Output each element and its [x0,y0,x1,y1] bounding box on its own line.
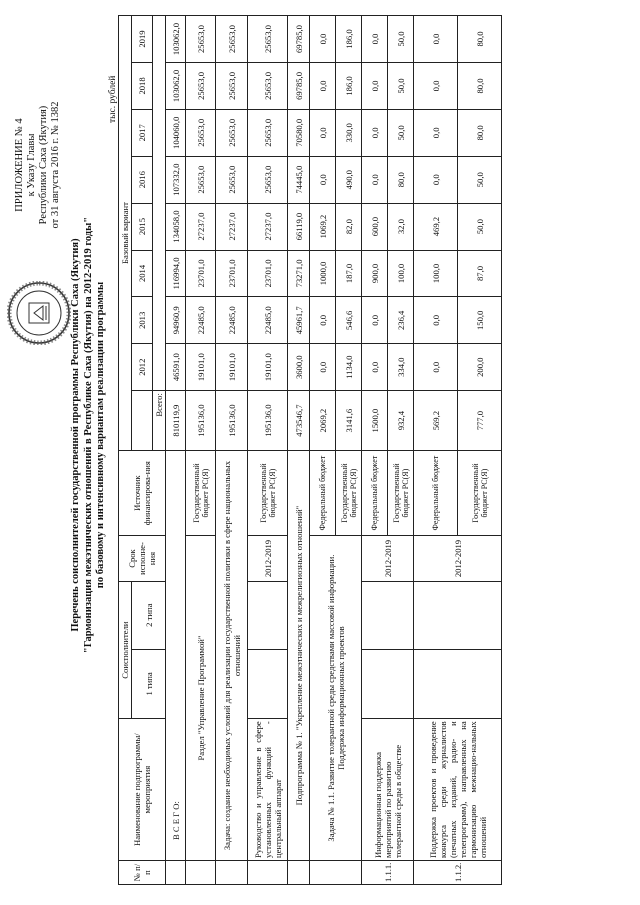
value-cell: 900,0 [362,250,388,297]
header-year-2017: 2017 [132,109,153,156]
header-year-2013: 2013 [132,297,153,344]
value-cell: 195136,0 [248,391,288,451]
value-cell: 330,0 [336,109,362,156]
value-cell: 473546,7 [288,391,310,451]
header-name: Наименование подпрограммы/мероприятия [119,719,166,861]
value-cell: 3600,0 [288,344,310,391]
value-cell: 23701,0 [216,250,248,297]
value-cell: 1069,2 [310,203,336,250]
value-cell: 2069,2 [310,391,336,451]
value-cell: 0,0 [362,344,388,391]
value-cell: 27237,0 [216,203,248,250]
value-cell: 134058,0 [166,203,186,250]
value-cell: 94960,9 [166,297,186,344]
row-1-1-1-federal [362,16,388,885]
value-cell: 22485,0 [216,297,248,344]
value-cell: 490,0 [336,156,362,203]
row-management-source: Государственный бюджет РС(Я) [248,451,288,536]
value-cell: 1500,0 [362,391,388,451]
value-cell: 25653,0 [216,109,248,156]
title-line-1: Перечень соисполнителей государственной программы Республики Саха (Якутия) [70,238,81,632]
value-cell: 25653,0 [248,63,288,110]
value-cell: 0,0 [362,156,388,203]
value-cell: 66119,0 [288,203,310,250]
annex-number: ПРИЛОЖЕНИЕ № 4 [14,118,25,212]
value-cell: 200,0 [458,344,502,391]
value-cell: 25653,0 [186,109,216,156]
value-cell: 107332,0 [166,156,186,203]
value-cell: 50,0 [458,156,502,203]
header-coexecutors: Соисполнители [119,581,132,718]
value-cell: 0,0 [362,297,388,344]
value-cell: 103062,0 [166,63,186,110]
value-cell: 50,0 [388,63,414,110]
value-cell: 0,0 [310,344,336,391]
value-cell: 19101,0 [186,344,216,391]
document-title [70,115,108,755]
row-section-name: Раздел "Управление Программой" [186,536,216,861]
value-cell: 0,0 [362,63,388,110]
source-cell: Государственный бюджет РС(Я) [388,451,414,536]
source-cell: Федеральный бюджет [362,451,388,536]
value-cell: 73271,0 [288,250,310,297]
header-year-2016: 2016 [132,156,153,203]
value-cell: 50,0 [458,203,502,250]
value-cell: 25653,0 [248,109,288,156]
row-section-source: Государственный бюджет РС(Я) [186,451,216,536]
value-cell: 25653,0 [248,156,288,203]
value-cell: 27237,0 [186,203,216,250]
value-cell: 45961,7 [288,297,310,344]
value-cell: 0,0 [362,16,388,63]
source-cell: Государственный бюджет РС(Я) [458,451,502,536]
value-cell: 70580,0 [288,109,310,156]
value-cell: 0,0 [310,109,336,156]
row-management-term: 2012-2019 [248,536,288,582]
source-cell: Государственный бюджет РС(Я) [336,451,362,536]
value-cell: 25653,0 [186,156,216,203]
value-cell: 0,0 [362,109,388,156]
value-cell: 0,0 [414,156,458,203]
header-year-2014: 2014 [132,250,153,297]
header-year-2015: 2015 [132,203,153,250]
row-1-1-2-federal [414,16,458,885]
value-cell: 80,0 [458,109,502,156]
row-task-1-1-federal [310,16,336,885]
annex-block [14,65,62,265]
value-cell: 116994,0 [166,250,186,297]
header-row-1 [119,16,132,885]
value-cell: 932,4 [388,391,414,451]
value-cell: 0,0 [414,16,458,63]
header-total: Всего: [153,391,166,451]
row-task-1-1-name: Задача № 1.1. Развитие толерантной среды средствами массовой информации. Поддержка информационных проектов [310,536,362,861]
value-cell: 0,0 [414,297,458,344]
value-cell: 50,0 [388,109,414,156]
header-num: № п/п [119,861,166,885]
value-cell: 3141,6 [336,391,362,451]
value-cell: 19101,0 [248,344,288,391]
value-cell: 195136,0 [186,391,216,451]
value-cell: 0,0 [310,16,336,63]
value-cell: 103062,0 [166,16,186,63]
value-cell: 25653,0 [216,16,248,63]
header-year-2012: 2012 [132,344,153,391]
row-management [248,16,288,885]
row-task [216,16,248,885]
header-source: Источник финансирова-ния [119,451,166,536]
header-type-2: 2 типа [132,581,166,649]
value-cell: 1134,0 [336,344,362,391]
value-cell: 0,0 [310,63,336,110]
value-cell: 0,0 [414,344,458,391]
value-cell: 23701,0 [186,250,216,297]
value-cell: 186,0 [336,63,362,110]
value-cell: 25653,0 [216,156,248,203]
row-1-1-2-term: 2012-2019 [414,536,502,582]
value-cell: 69785,0 [288,16,310,63]
annex-date: от 31 августа 2016 г. № 1382 [50,101,61,229]
row-total-name: В С Е Г О: [166,451,186,861]
annex-decree: к Указу Главы [26,133,37,197]
coexecutors-table [118,15,502,885]
row-1-1-1-term: 2012-2019 [362,536,414,582]
annex-republic: Республики Саха (Якутия) [38,105,49,225]
value-cell: 100,0 [414,250,458,297]
value-cell: 22485,0 [248,297,288,344]
row-management-name: Руководство и управление в сфере установленных функций - центральный аппарат [248,719,288,861]
value-cell: 25653,0 [216,63,248,110]
value-cell: 80,0 [458,63,502,110]
value-cell: 104060,0 [166,109,186,156]
value-cell: 87,0 [458,250,502,297]
value-cell: 186,0 [336,16,362,63]
value-cell: 236,4 [388,297,414,344]
value-cell: 546,6 [336,297,362,344]
header-year-2018: 2018 [132,63,153,110]
value-cell: 23701,0 [248,250,288,297]
title-line-3: по базовому и интенсивному вариантам реализации программы [95,281,106,589]
row-total [166,16,186,885]
value-cell: 1000,0 [310,250,336,297]
row-1-1-2-name: Поддержка проектов и проведение конкурса среди журналистов (печатных изданий, радио- и телепрограмм), направленных на гармонизацию межнацио-нальных отношений [414,719,502,861]
header-term: Срок исполне-ния [119,536,166,582]
row-subprogram-1-name: Подпрограмма № 1. "Укрепление межэтнических и межрелигиозных отношений" [288,451,310,861]
value-cell: 195136,0 [216,391,248,451]
value-cell: 810119,9 [166,391,186,451]
row-1-1-2-num: 1.1.2. [414,861,502,885]
value-cell: 469,2 [414,203,458,250]
value-cell: 150,0 [458,297,502,344]
row-task-name: Задача: создание необходимых условий для реализации государственной политики в сфере национальных отношений [216,451,248,861]
row-subprogram-1 [288,16,310,885]
value-cell: 80,0 [388,156,414,203]
value-cell: 69785,0 [288,63,310,110]
value-cell: 0,0 [310,297,336,344]
value-cell: 25653,0 [186,63,216,110]
value-cell: 46591,0 [166,344,186,391]
units-label: тыс. рублей [108,75,118,123]
value-cell: 0,0 [414,63,458,110]
header-year-2019: 2019 [132,16,153,63]
value-cell: 187,0 [336,250,362,297]
value-cell: 80,0 [458,16,502,63]
value-cell: 74445,0 [288,156,310,203]
header-base-variant: Базовый вариант [119,16,132,451]
title-line-2: "Гармонизация межэтнических отношений в Республике Саха (Якутия) на 2012-2019 годы" [82,216,94,654]
value-cell: 334,0 [388,344,414,391]
value-cell: 569,2 [414,391,458,451]
value-cell: 100,0 [388,250,414,297]
source-cell: Федеральный бюджет [310,451,336,536]
value-cell: 25653,0 [186,16,216,63]
value-cell: 777,0 [458,391,502,451]
value-cell: 27237,0 [248,203,288,250]
value-cell: 25653,0 [248,16,288,63]
value-cell: 50,0 [388,16,414,63]
value-cell: 600,0 [362,203,388,250]
row-1-1-1-name: Информационная поддержка мероприятий по развитию толерантной среды в обществе [362,719,414,861]
value-cell: 19101,0 [216,344,248,391]
value-cell: 22485,0 [186,297,216,344]
value-cell: 82,0 [336,203,362,250]
official-seal-icon [7,281,71,345]
source-cell: Федеральный бюджет [414,451,458,536]
value-cell: 0,0 [310,156,336,203]
row-section [186,16,216,885]
value-cell: 32,0 [388,203,414,250]
header-type-1: 1 типа [132,649,166,719]
row-1-1-1-num: 1.1.1. [362,861,414,885]
value-cell: 0,0 [414,109,458,156]
